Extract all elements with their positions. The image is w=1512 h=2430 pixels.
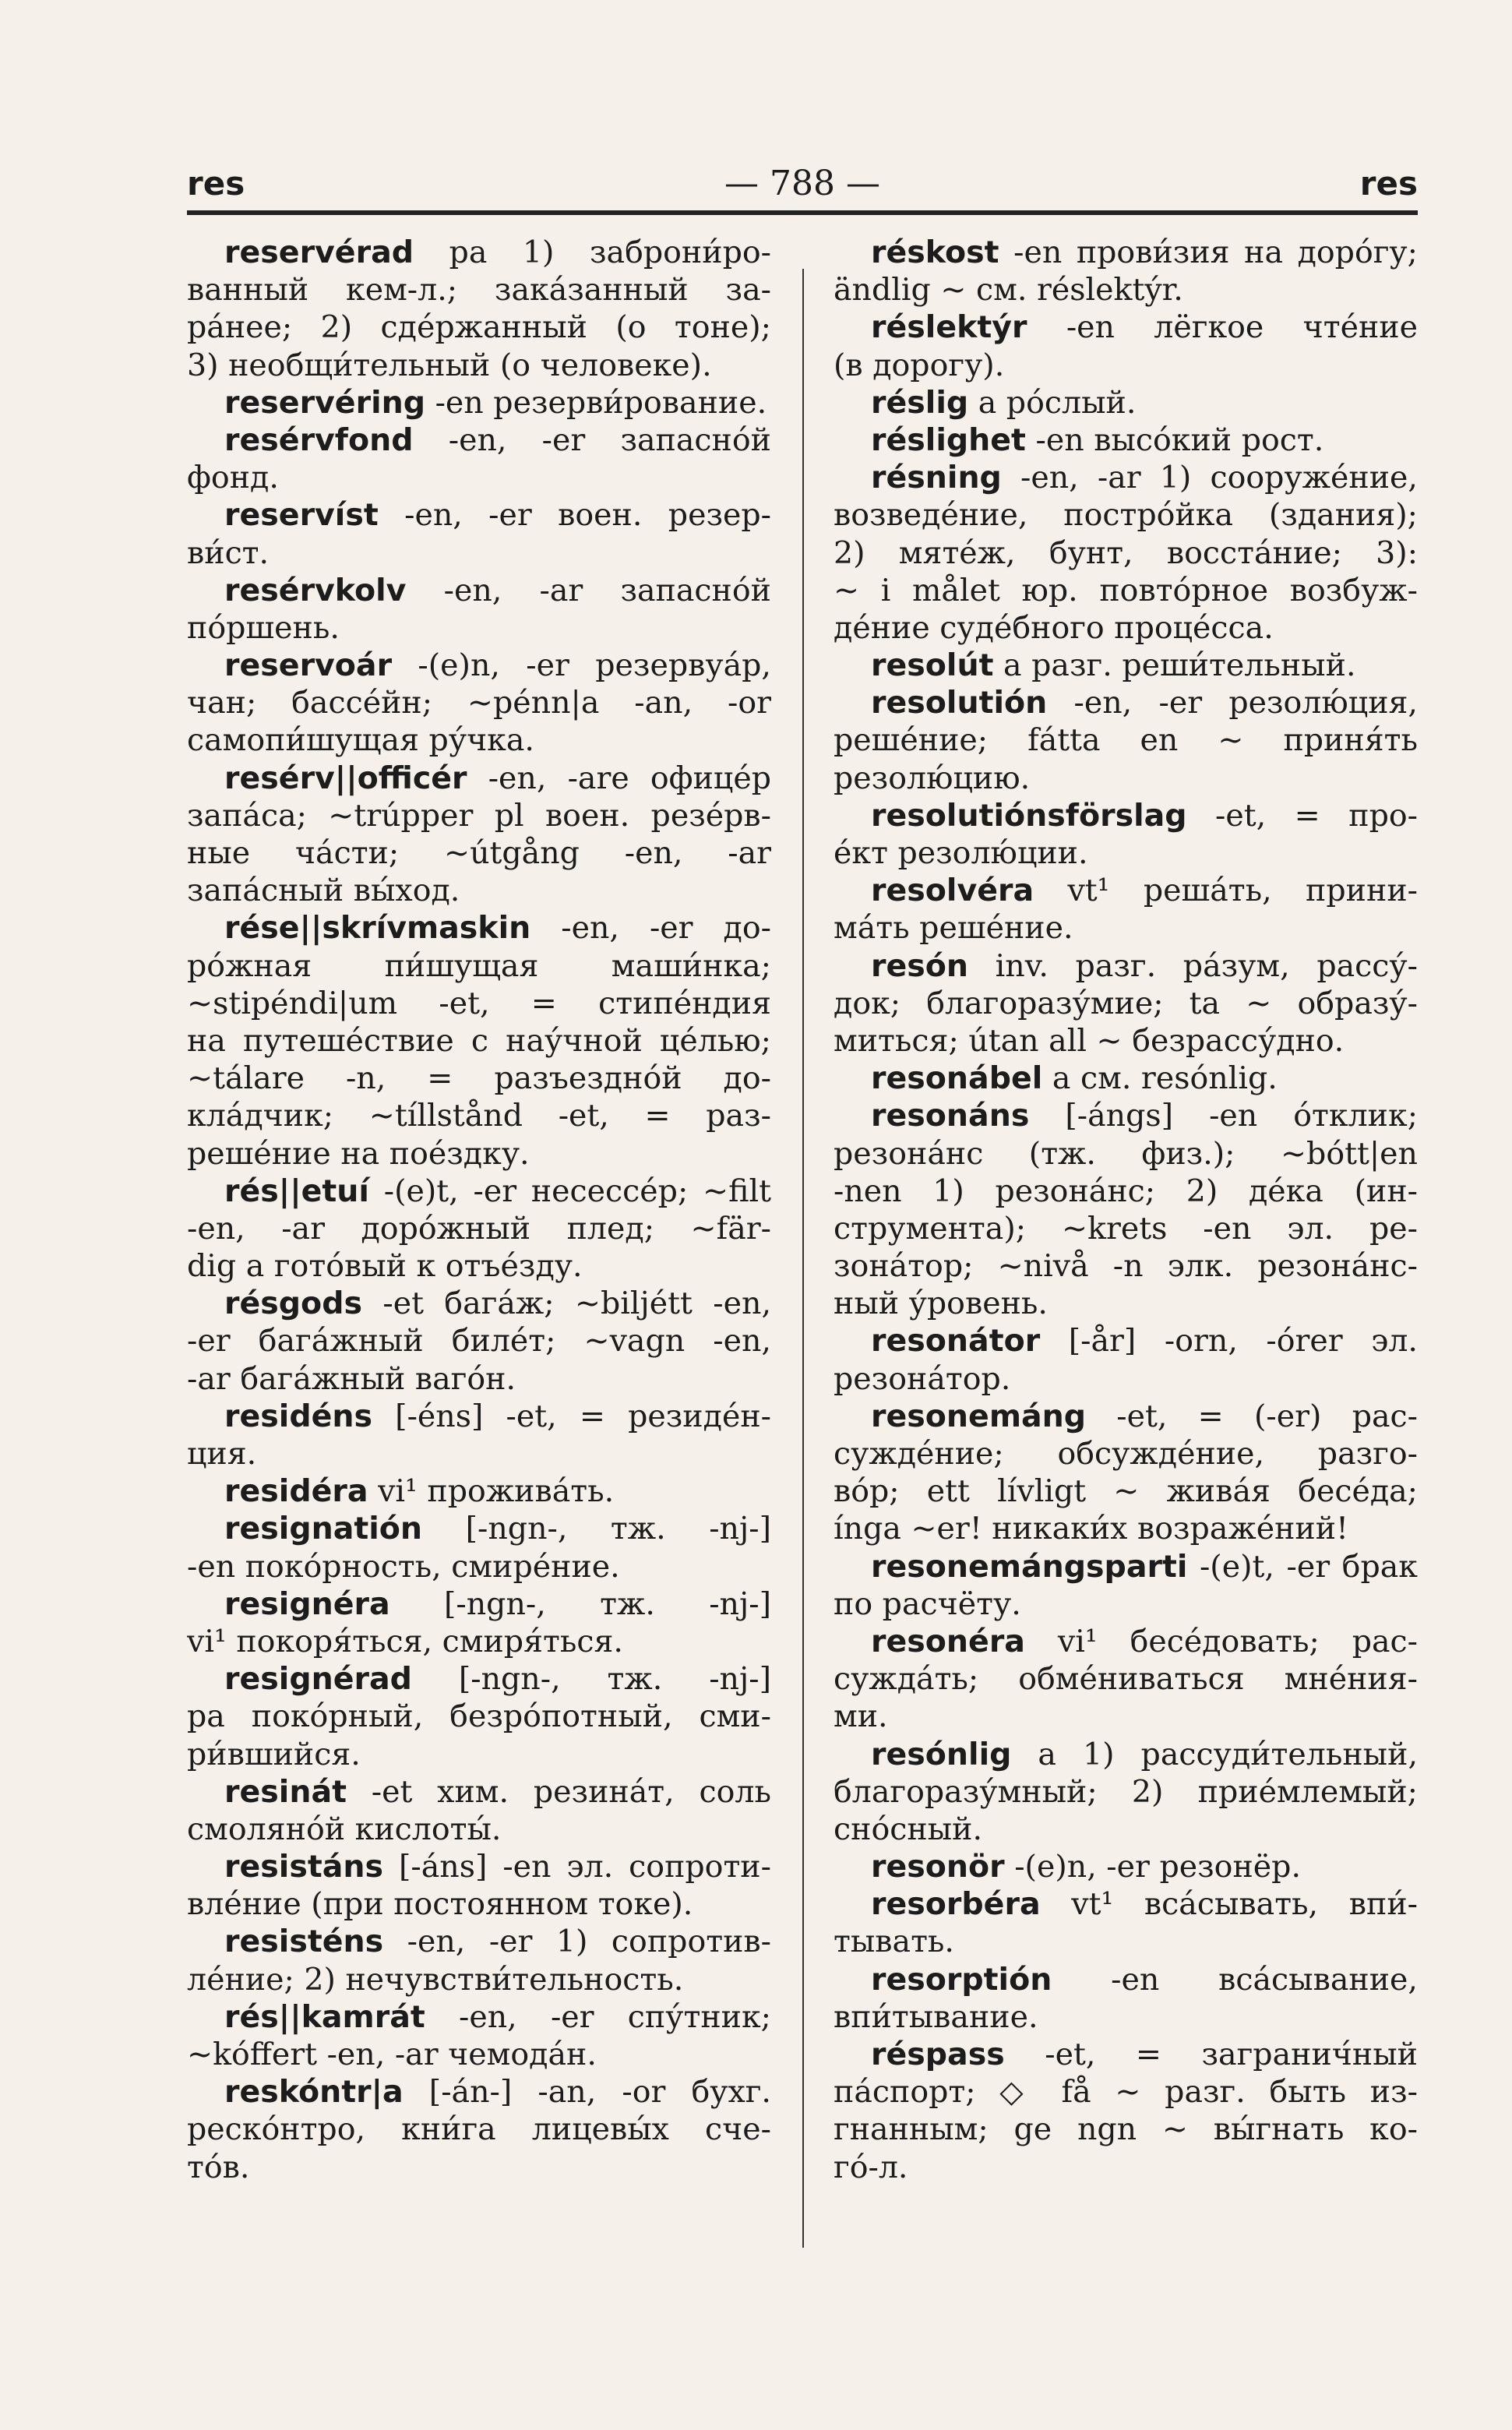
entry-text: ~kóffert -en, -ar чемода́н. <box>187 2037 597 2072</box>
headword: resignérad <box>224 1661 412 1698</box>
entry-text: вле́ние (при постоянном токе). <box>187 1886 693 1923</box>
entry-text: ми. <box>834 1698 888 1735</box>
dictionary-line <box>834 1848 1418 1885</box>
entry-text: vi¹ покоря́ться, смиря́ться. <box>187 1623 623 1659</box>
dictionary-line <box>187 1660 771 1698</box>
dictionary-line <box>187 834 771 872</box>
dictionary-line <box>187 721 771 759</box>
entry-text: a см. resónlig. <box>1042 1060 1278 1097</box>
headword: résning <box>871 460 1002 496</box>
entry-text: фонд. <box>187 460 279 496</box>
dictionary-line <box>834 947 1418 985</box>
headword: resinát <box>224 1773 347 1810</box>
headword: reservéring <box>224 384 426 421</box>
dictionary-line <box>187 384 771 421</box>
dictionary-line <box>834 1247 1418 1285</box>
headword: residéra <box>224 1473 368 1510</box>
entry-text: док; благоразу́мие; ta ~ образу́- <box>834 985 1418 1021</box>
entry-text: струмента); ~krets -en эл. ре- <box>834 1210 1418 1247</box>
headword: resérvfond <box>224 421 414 458</box>
headword: reservíst <box>224 497 379 534</box>
headword: réslighet <box>871 421 1026 458</box>
dictionary-line <box>834 1510 1418 1547</box>
dictionary-line <box>834 1811 1418 1848</box>
entry-text: резолю́цию. <box>834 760 1031 796</box>
entry-text: реско́нтро, кни́га лицевы́х сче- <box>187 2111 771 2148</box>
entry-text: -et, = (-er) рас- <box>1086 1398 1418 1434</box>
dictionary-line <box>187 496 771 534</box>
entry-text: [-ángs] -en о́тклик; <box>1029 1098 1418 1134</box>
entry-text: -(e)n, -er резонёр. <box>1004 1849 1301 1885</box>
entry-text: -en поко́рность, смире́ние. <box>187 1548 620 1585</box>
entry-text: -en, -ar 1) сооруже́ние, <box>1001 460 1418 496</box>
entry-text: inv. разг. ра́зум, рассу́- <box>968 947 1418 984</box>
headword: resonáns <box>871 1098 1030 1134</box>
entry-text: смоляно́й кислоты́. <box>187 1811 502 1847</box>
entry-text: [-ngn-, тж. -nj-] <box>411 1661 771 1698</box>
entry-text: кла́дчик; ~tíllstånd -et, = раз- <box>187 1098 771 1134</box>
dictionary-line <box>187 1923 771 1960</box>
dictionary-line <box>187 2073 771 2111</box>
entry-text: -en, -ar запасно́й <box>406 572 771 608</box>
dictionary-line <box>834 1923 1418 1960</box>
dictionary-line <box>834 1998 1418 2036</box>
headword: resisténs <box>224 1924 384 1960</box>
entry-text: -en, -er резолю́ция, <box>1047 685 1418 721</box>
headword: rése||skrívmaskin <box>224 910 531 947</box>
entry-text: vt¹ реша́ть, прини- <box>1034 873 1418 909</box>
dictionary-line <box>834 1736 1418 1773</box>
entry-text: миться; útan all ~ безрассу́дно. <box>834 1022 1345 1059</box>
entry-text: де́ние суде́бного проце́сса. <box>834 609 1274 646</box>
headword: réskost <box>871 235 999 270</box>
entry-text: впи́тывание. <box>834 1998 1038 2035</box>
entry-text: чан; бассе́йн; ~pénn|a -an, -or <box>187 685 771 721</box>
dictionary-line <box>834 760 1418 797</box>
entry-text: -nen 1) резона́нс; 2) де́ка (ин- <box>834 1173 1418 1209</box>
entry-text: [-án-] -an, -or бухг. <box>403 2074 771 2111</box>
column-divider <box>802 269 804 2248</box>
entry-text: ро́жная пи́шущая маши́нка; <box>187 947 771 984</box>
entry-text: -(e)n, -er резервуа́р, <box>392 647 771 684</box>
dictionary-line <box>187 1060 771 1097</box>
entry-text: -en лёгкое чте́ние <box>1027 309 1418 346</box>
entry-text: dig a гото́вый к отъе́зду. <box>187 1248 583 1285</box>
headword: resonör <box>871 1849 1005 1885</box>
dictionary-line <box>187 1585 771 1623</box>
headword: resistáns <box>224 1849 383 1885</box>
entry-text: -en, -er воен. резер- <box>378 497 771 534</box>
dictionary-line <box>187 572 771 609</box>
dictionary-line <box>834 1435 1418 1472</box>
dictionary-line <box>187 684 771 721</box>
entry-text: то́в. <box>187 2149 250 2185</box>
headword: resérv||officér <box>224 760 467 796</box>
dictionary-line <box>187 1210 771 1247</box>
entry-text: реше́ние на пое́здку. <box>187 1135 530 1172</box>
page-header <box>187 162 1418 206</box>
headword: rés||kamrát <box>224 1998 425 2035</box>
headword: resolutión <box>871 685 1048 721</box>
entry-text: -en высо́кий рост. <box>1025 421 1324 458</box>
entry-text: ма́ть реше́ние. <box>834 910 1073 947</box>
dictionary-line <box>834 1360 1418 1398</box>
header-left-guide-word: res <box>187 164 245 203</box>
dictionary-line <box>834 684 1418 721</box>
dictionary-line <box>187 1398 771 1435</box>
headword: reskóntr|a <box>224 2074 404 2111</box>
headword: resignatión <box>224 1511 423 1547</box>
dictionary-line <box>834 1210 1418 1247</box>
dictionary-line <box>834 985 1418 1022</box>
entry-text: на путеше́ствие с нау́чной це́лью; <box>187 1022 771 1059</box>
dictionary-line <box>187 909 771 947</box>
entry-text: реше́ние; fátta en ~ приня́ть <box>834 722 1418 759</box>
dictionary-line <box>187 985 771 1022</box>
entry-text: [-áns] -en эл. сопроти- <box>383 1849 771 1885</box>
dictionary-line <box>187 797 771 834</box>
dictionary-line <box>834 459 1418 496</box>
entry-text: -en прови́зия на доро́гу; <box>999 235 1418 270</box>
headword: resignéra <box>224 1585 390 1622</box>
dictionary-line <box>187 1173 771 1210</box>
headword: residéns <box>224 1398 373 1434</box>
dictionary-line <box>187 1285 771 1322</box>
entry-text: ~tálare -n, = разъездно́й до- <box>187 1060 771 1097</box>
dictionary-line <box>187 271 771 309</box>
dictionary-line <box>187 1773 771 1811</box>
dictionary-line <box>187 1472 771 1510</box>
entry-text: -en, -er спу́тник; <box>425 1998 771 2035</box>
entry-text: [-år] -orn, -órer эл. <box>1040 1323 1418 1360</box>
dictionary-line <box>834 572 1418 609</box>
entry-text: a ро́слый. <box>968 384 1137 421</box>
headword: resorptión <box>871 1961 1052 1998</box>
headword: réspass <box>871 2037 1005 2072</box>
header-rule <box>187 210 1418 215</box>
dictionary-line <box>834 1885 1418 1923</box>
entry-text: ра́нее; 2) сде́ржанный (о тоне); <box>187 309 771 346</box>
dictionary-line <box>834 1135 1418 1173</box>
entry-text: -et хим. резина́т, соль <box>346 1773 771 1810</box>
entry-text: a 1) рассуди́тельный, <box>1011 1736 1418 1772</box>
dictionary-line <box>834 609 1418 647</box>
entry-text: -en, -er до- <box>530 910 771 947</box>
dictionary-line <box>187 1510 771 1547</box>
dictionary-line <box>187 947 771 985</box>
entry-text: -en резерви́рование. <box>425 384 767 421</box>
entry-text: (в дорогу). <box>834 347 1005 383</box>
dictionary-line <box>834 1097 1418 1134</box>
headword: resonemángsparti <box>871 1548 1188 1585</box>
entry-text: самопи́шущая ру́чка. <box>187 722 534 759</box>
dictionary-line <box>834 909 1418 947</box>
entry-text: тывать. <box>834 1924 954 1960</box>
entry-text: -ar бага́жный ваго́н. <box>187 1360 516 1397</box>
dictionary-line <box>834 834 1418 872</box>
entry-text: запа́са; ~trúpper pl воен. резе́рв- <box>187 797 771 834</box>
dictionary-line <box>187 2036 771 2073</box>
dictionary-line <box>187 872 771 909</box>
dictionary-line <box>187 1961 771 1998</box>
dictionary-line <box>187 1998 771 2036</box>
entry-text: го́-л. <box>834 2149 908 2185</box>
entry-text: -en, -er запасно́й <box>413 421 771 458</box>
entry-text: -et, = про- <box>1186 797 1418 834</box>
entry-text: -er бага́жный биле́т; ~vagn -en, <box>187 1323 771 1360</box>
entry-text: -en, -er 1) сопротив- <box>383 1924 771 1960</box>
entry-text: ändlig ~ см. réslektýr. <box>834 272 1183 309</box>
headword: resolvéra <box>871 873 1034 909</box>
entry-text: [-ngn-, тж. -nj-] <box>422 1511 771 1547</box>
entry-text: ванный кем-л.; зака́занный за- <box>187 272 771 309</box>
headword: résgods <box>224 1286 362 1322</box>
dictionary-line <box>834 1022 1418 1060</box>
dictionary-line <box>187 1247 771 1285</box>
entry-text: па́спорт; ◇ få ~ разг. быть из- <box>834 2074 1418 2111</box>
dictionary-line <box>187 1022 771 1060</box>
entry-text: ínga ~er! никаки́х возраже́ний! <box>834 1511 1348 1547</box>
entry-text: -en, -ar доро́жный плед; ~fär- <box>187 1210 771 1247</box>
entry-text: ~stipéndi|um -et, = стипе́ндия <box>187 985 771 1021</box>
entry-text: запа́сный вы́ход. <box>187 873 460 909</box>
dictionary-line <box>187 459 771 496</box>
dictionary-line <box>187 234 771 271</box>
dictionary-line <box>834 1961 1418 1998</box>
dictionary-line <box>834 421 1418 459</box>
dictionary-line <box>187 1885 771 1923</box>
entry-text: ный у́ровень. <box>834 1286 1048 1322</box>
left-column <box>187 234 771 2186</box>
entry-text: гнанным; ge ngn ~ вы́гнать ко- <box>834 2111 1418 2148</box>
dictionary-line <box>187 1135 771 1173</box>
dictionary-line <box>834 797 1418 834</box>
entry-text: a разг. реши́тельный. <box>993 647 1356 684</box>
entry-text: ные ча́сти; ~útgång -en, -ar <box>187 835 771 871</box>
headword: reservérad <box>224 235 414 270</box>
dictionary-line <box>834 271 1418 309</box>
dictionary-line <box>834 647 1418 684</box>
dictionary-line <box>187 1848 771 1885</box>
dictionary-line <box>187 609 771 647</box>
page-number: — 788 — <box>724 164 880 203</box>
dictionary-line <box>834 309 1418 346</box>
headword: resérvkolv <box>224 572 407 608</box>
dictionary-line <box>834 534 1418 572</box>
entry-text: сужда́ть; обме́ниваться мне́ния- <box>834 1661 1418 1698</box>
dictionary-line <box>834 2073 1418 2111</box>
dictionary-line <box>834 1585 1418 1623</box>
dictionary-line <box>187 2149 771 2186</box>
dictionary-line <box>834 1548 1418 1585</box>
dictionary-line <box>834 1472 1418 1510</box>
entry-text: [-éns] -et, = резиде́н- <box>372 1398 771 1434</box>
entry-text: -(e)t, -er брак <box>1187 1548 1418 1585</box>
dictionary-line <box>834 1623 1418 1660</box>
dictionary-line <box>187 1097 771 1134</box>
headword: resonátor <box>871 1323 1041 1360</box>
entry-text: -et, = загранич́ный <box>1004 2037 1418 2072</box>
entry-text: vt¹ вса́сывать, впи́- <box>1040 1886 1418 1923</box>
headword: resonéra <box>871 1623 1025 1659</box>
headword: réslektýr <box>871 309 1027 346</box>
header-right-guide-word: res <box>1359 164 1418 203</box>
dictionary-line <box>834 2036 1418 2073</box>
dictionary-line <box>187 1322 771 1360</box>
entry-text: сно́сный. <box>834 1811 983 1847</box>
headword: resorbéra <box>871 1886 1041 1923</box>
dictionary-line <box>834 234 1418 271</box>
dictionary-line <box>834 872 1418 909</box>
dictionary-line <box>187 2111 771 2148</box>
dictionary-line <box>834 2111 1418 2148</box>
entry-text: во́р; ett lívligt ~ жива́я бесе́да; <box>834 1473 1418 1510</box>
entry-text: vi¹ бесе́довать; рас- <box>1024 1623 1418 1659</box>
dictionary-line <box>834 1285 1418 1322</box>
entry-text: 3) необщи́тельный (о человеке). <box>187 347 712 383</box>
entry-text: -en вса́сывание, <box>1052 1961 1418 1998</box>
entry-text: -(e)t, -er несессе́р; ~filt <box>368 1173 771 1209</box>
dictionary-line <box>187 1548 771 1585</box>
entry-text: по́ршень. <box>187 609 340 646</box>
dictionary-line <box>834 1173 1418 1210</box>
entry-text: -en, -are офице́р <box>467 760 771 796</box>
entry-text: благоразу́мный; 2) прие́млемый; <box>834 1773 1418 1810</box>
dictionary-line <box>187 534 771 572</box>
entry-text: сужде́ние; обсужде́ние, разго- <box>834 1436 1418 1472</box>
dictionary-line <box>834 1398 1418 1435</box>
headword: resonábel <box>871 1060 1043 1097</box>
entry-text: ~ i målet юр. повто́рное возбуж- <box>834 572 1418 608</box>
dictionary-line <box>834 1698 1418 1735</box>
entry-text: ви́ст. <box>187 534 270 571</box>
dictionary-line <box>834 2149 1418 2186</box>
dictionary-line <box>834 384 1418 421</box>
entry-text: pa 1) заброни́ро- <box>414 235 771 270</box>
dictionary-line <box>187 1435 771 1472</box>
entry-text: резона́нс (тж. физ.); ~bótt|en <box>834 1135 1418 1172</box>
dictionary-line <box>187 1360 771 1398</box>
entry-text: е́кт резолю́ции. <box>834 835 1088 871</box>
headword: reservoár <box>224 647 393 684</box>
dictionary-line <box>834 347 1418 384</box>
headword: réslig <box>871 384 969 421</box>
entry-text: возведе́ние, постро́йка (здания); <box>834 497 1418 534</box>
entry-text: [-ngn-, тж. -nj-] <box>389 1585 771 1622</box>
dictionary-line <box>834 1773 1418 1811</box>
dictionary-line <box>187 309 771 346</box>
dictionary-line <box>187 760 771 797</box>
headword: resonemáng <box>871 1398 1087 1434</box>
headword: resónlig <box>871 1736 1012 1772</box>
dictionary-line <box>834 1060 1418 1097</box>
headword: resolút <box>871 647 994 684</box>
right-column <box>834 234 1418 2186</box>
dictionary-line <box>187 347 771 384</box>
dictionary-line <box>187 1698 771 1735</box>
dictionary-line <box>834 496 1418 534</box>
dictionary-line <box>187 421 771 459</box>
dictionary-line <box>187 1811 771 1848</box>
headword: rés||etuí <box>224 1173 369 1209</box>
dictionary-line <box>187 1623 771 1660</box>
entry-text: зона́тор; ~nivå -n элк. резона́нс- <box>834 1248 1418 1285</box>
dictionary-line <box>187 647 771 684</box>
entry-text: по расчёту. <box>834 1585 1021 1622</box>
entry-text: pa поко́рный, безро́потный, сми- <box>187 1698 771 1735</box>
entry-text: 2) мяте́ж, бунт, восста́ние; 3): <box>834 534 1418 571</box>
entry-text: ция. <box>187 1436 257 1472</box>
dictionary-line <box>834 721 1418 759</box>
entry-text: ле́ние; 2) нечувстви́тельность. <box>187 1961 684 1998</box>
entry-text: ри́вшийся. <box>187 1736 361 1772</box>
entry-text: -et бага́ж; ~biljétt -en, <box>361 1286 771 1322</box>
dictionary-line <box>187 1736 771 1773</box>
headword: resón <box>871 947 969 984</box>
dictionary-line <box>834 1322 1418 1360</box>
entry-text: резона́тор. <box>834 1360 1011 1397</box>
dictionary-line <box>834 1660 1418 1698</box>
entry-text: vi¹ прожива́ть. <box>368 1473 615 1510</box>
headword: resolutiónsförslag <box>871 797 1187 834</box>
